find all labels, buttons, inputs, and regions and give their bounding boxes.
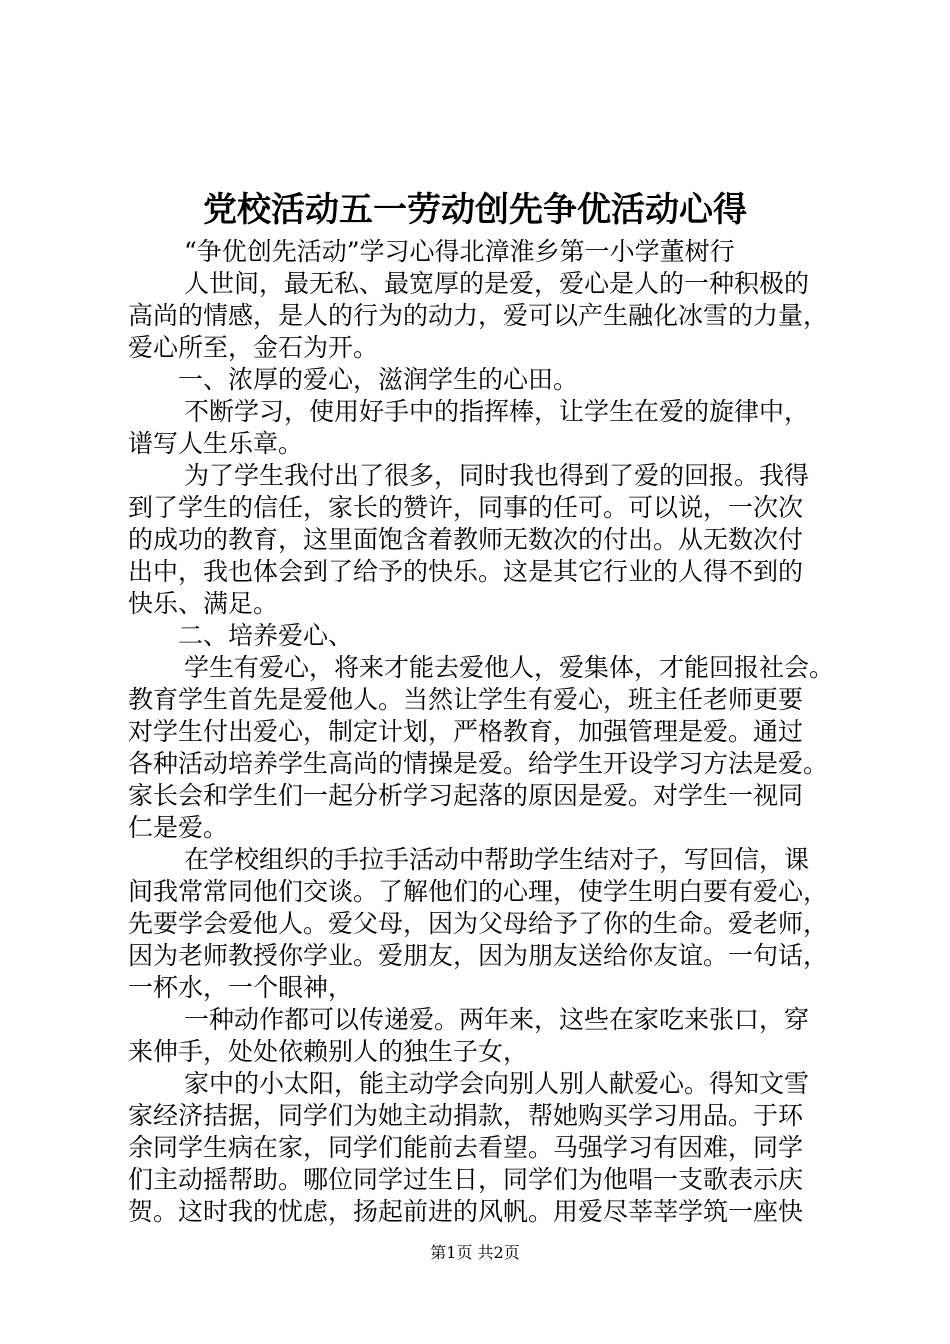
text-line: 二、培养爱心、 (178, 621, 354, 650)
text-line: 家中的小太阳，能主动学会向别人别人献爱心。得知文雪 (184, 1069, 810, 1098)
text-line: 一杯水，一个眼神， (128, 973, 354, 1002)
text-line: 教育学生首先是爱他人。当然让学生有爱心，班主任老师更要 (128, 685, 804, 714)
text-line: 家长会和学生们一起分析学习起落的原因是爱。对学生一视同 (128, 781, 804, 810)
text-line: 谱写人生乐章。 (128, 429, 304, 458)
text-line: 不断学习，使用好手中的指挥棒，让学生在爱的旋律中， (184, 397, 810, 426)
text-line: 的成功的教育，这里面饱含着教师无数次的付出。从无数次付 (128, 525, 804, 554)
text-line: 家经济拮据，同学们为她主动捐款，帮她购买学习用品。于环 (128, 1101, 804, 1130)
text-line: 先要学会爱他人。爱父母，因为父母给予了你的生命。爱老师， (128, 909, 829, 938)
text-line: 来伸手，处处依赖别人的独生子女， (128, 1037, 529, 1066)
text-line: 贺。这时我的忧虑，扬起前进的风帆。用爱尽莘莘学筑一座快 (128, 1197, 804, 1226)
text-line: 一、浓厚的爱心，滋润学生的心田。 (178, 365, 579, 394)
text-line: 们主动摇帮助。哪位同学过生日，同学们为他唱一支歌表示庆 (128, 1165, 804, 1194)
text-line: 为了学生我付出了很多，同时我也得到了爱的回报。我得 (184, 461, 810, 490)
text-line: 到了学生的信任，家长的赞许，同事的任可。可以说，一次次 (128, 493, 804, 522)
text-line: 间我常常同他们交谈。了解他们的心理，使学生明白要有爱心， (128, 877, 829, 906)
document-title: 党校活动五一劳动创先争优活动心得 (203, 190, 747, 230)
text-line: 因为老师教授你学业。爱朋友，因为朋友送给你友谊。一句话， (128, 941, 829, 970)
text-line: 快乐、满足。 (128, 589, 279, 618)
text-line: 高尚的情感，是人的行为的动力，爱可以产生融化冰雪的力量， (128, 301, 829, 330)
text-line: 爱心所至，金石为开。 (128, 333, 379, 362)
text-line: 人世间，最无私、最宽厚的是爱，爱心是人的一种积极的 (184, 269, 810, 298)
text-line: 各种活动培养学生高尚的情操是爱。给学生开设学习方法是爱。 (128, 749, 829, 778)
text-line: 学生有爱心，将来才能去爱他人，爱集体，才能回报社会。 (184, 653, 835, 682)
text-line: 在学校组织的手拉手活动中帮助学生结对子，写回信，课 (184, 845, 810, 874)
text-line: 出中，我也体会到了给予的快乐。这是其它行业的人得不到的 (128, 557, 804, 586)
text-line: 仁是爱。 (128, 813, 229, 842)
text-line: “争优创先活动”学习心得北漳淮乡第一小学董树行 (184, 237, 735, 266)
text-line: 余同学生病在家，同学们能前去看望。马强学习有因难，同学 (128, 1133, 804, 1162)
text-line: 对学生付出爱心，制定计划，严格教育，加强管理是爱。通过 (128, 717, 804, 746)
text-line: 一种动作都可以传递爱。两年来，这些在家吃来张口，穿 (184, 1005, 810, 1034)
page-number-footer: 第1页 共2页 (430, 1243, 520, 1262)
